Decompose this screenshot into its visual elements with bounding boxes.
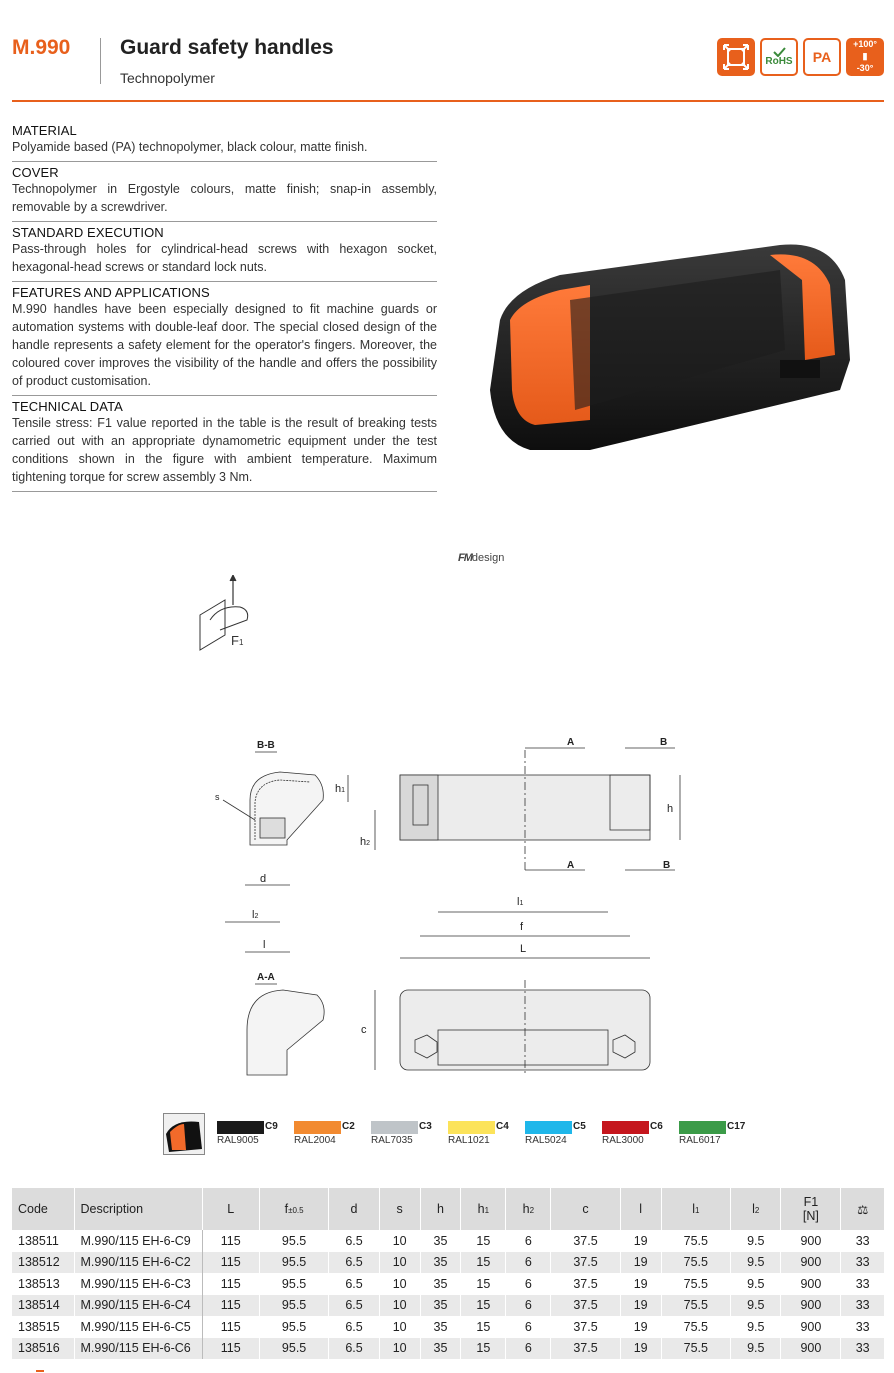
label-B-top: B (660, 737, 668, 748)
table-cell: 75.5 (661, 1230, 730, 1252)
color-option (448, 1121, 525, 1151)
fm-suffix: design (471, 552, 505, 564)
table-cell: 9.5 (731, 1273, 781, 1295)
color-swatch (294, 1121, 341, 1134)
table-row (12, 1230, 884, 1252)
section-title: STANDARD EXECUTION (12, 225, 164, 240)
table-cell: 75.5 (661, 1338, 730, 1360)
color-code: C9 (265, 1121, 278, 1132)
table-cell: 138516 (18, 1341, 60, 1356)
col-h: h (420, 1188, 461, 1230)
ral-code: RAL3000 (602, 1135, 644, 1146)
col-h1: h1 (461, 1188, 506, 1230)
table-cell: 19 (620, 1252, 661, 1274)
page-title: Guard safety handles (120, 36, 334, 59)
table-cell: 115 (202, 1273, 259, 1295)
table-cell: 900 (781, 1252, 841, 1274)
table-cell: 33 (841, 1338, 884, 1360)
col-s: s (379, 1188, 420, 1230)
table-cell: 6 (506, 1273, 551, 1295)
aa-label: A-A (257, 972, 275, 983)
table-cell: 33 (841, 1230, 884, 1252)
table-cell: 95.5 (259, 1316, 328, 1338)
section-cover (12, 162, 437, 222)
table-cell: M.990/115 EH-6-C6 (74, 1338, 202, 1360)
table-cell: 35 (420, 1230, 461, 1252)
table-cell: 9.5 (731, 1338, 781, 1360)
table-cell: 900 (781, 1273, 841, 1295)
table-cell: 95.5 (259, 1338, 328, 1360)
color-option (525, 1121, 602, 1151)
color-code: C4 (496, 1121, 509, 1132)
table-cell: 6.5 (329, 1295, 379, 1317)
label-l: l (263, 939, 266, 951)
label-l1: l1 (517, 896, 524, 908)
table-cell: 37.5 (551, 1338, 620, 1360)
table-cell: 35 (420, 1338, 461, 1360)
table-cell: 15 (461, 1338, 506, 1360)
table-cell: 75.5 (661, 1316, 730, 1338)
table-cell: 95.5 (259, 1252, 328, 1274)
label-A-bottom: A (567, 860, 575, 871)
table-cell: 15 (461, 1252, 506, 1274)
f1-label: F1 (231, 633, 244, 648)
col-description: Description (74, 1188, 202, 1230)
color-code: C6 (650, 1121, 663, 1132)
table-cell: 10 (379, 1316, 420, 1338)
table-row (12, 1338, 884, 1360)
color-thumbnail (163, 1113, 205, 1155)
table-cell: 9.5 (731, 1316, 781, 1338)
label-A-top: A (567, 737, 575, 748)
table-cell: 115 (202, 1295, 259, 1317)
label-B-bottom: B (663, 860, 671, 871)
table-cell: 33 (841, 1295, 884, 1317)
table-cell: 19 (620, 1230, 661, 1252)
table-cell: 900 (781, 1316, 841, 1338)
table-cell: 95.5 (259, 1295, 328, 1317)
section-material (12, 120, 437, 162)
label-h1: h1 (335, 783, 346, 795)
header-rule (12, 100, 884, 102)
ral-code: RAL7035 (371, 1135, 413, 1146)
section-text: Tensile stress: F1 value reported in the table is the result of breaking tests carried out with an appropriate dynamometric equipment under the test conditions shown in the figure with ambient temperature. Maximum tightening torque for screw assembly 3 Nm. (12, 416, 437, 484)
table-cell: 15 (461, 1295, 506, 1317)
table-cell: 9.5 (731, 1252, 781, 1274)
color-option (217, 1121, 294, 1151)
rohs-badge (760, 38, 798, 76)
product-table (12, 1188, 884, 1359)
table-cell: 10 (379, 1230, 420, 1252)
table-row (12, 1295, 884, 1317)
table-cell: 138511 (18, 1233, 59, 1248)
label-f: f (520, 921, 524, 933)
color-option (679, 1121, 756, 1151)
color-option (371, 1121, 448, 1151)
table-cell: 19 (620, 1273, 661, 1295)
table-cell: 75.5 (661, 1295, 730, 1317)
color-option (602, 1121, 679, 1151)
col-l2: l2 (731, 1188, 781, 1230)
color-swatch (448, 1121, 495, 1134)
table-cell: 10 (379, 1295, 420, 1317)
color-options (217, 1121, 756, 1151)
table-cell: M.990/115 EH-6-C4 (74, 1295, 202, 1317)
table-cell: 9.5 (731, 1230, 781, 1252)
table-cell: 35 (420, 1316, 461, 1338)
table-cell: 75.5 (661, 1252, 730, 1274)
color-option (294, 1121, 371, 1151)
table-cell: 900 (781, 1338, 841, 1360)
table-cell: 15 (461, 1273, 506, 1295)
section-title: COVER (12, 165, 59, 180)
label-s: s (215, 792, 220, 802)
header-divider (100, 38, 101, 84)
table-header-row (12, 1188, 884, 1230)
table-cell: 95.5 (259, 1273, 328, 1295)
table-cell: 33 (841, 1252, 884, 1274)
fm-brand: FM (458, 552, 472, 564)
col-code: Code (18, 1202, 48, 1216)
table-cell: 33 (841, 1316, 884, 1338)
table-row (12, 1252, 884, 1274)
ral-code: RAL6017 (679, 1135, 721, 1146)
page-subtitle: Technopolymer (120, 70, 215, 86)
table-cell: 19 (620, 1338, 661, 1360)
fm-design-logo (458, 552, 504, 564)
table-cell: 37.5 (551, 1295, 620, 1317)
ral-code: RAL9005 (217, 1135, 259, 1146)
section-title: TECHNICAL DATA (12, 399, 123, 414)
table-cell: 10 (379, 1273, 420, 1295)
bb-label: B-B (257, 740, 275, 751)
table-cell: 9.5 (731, 1295, 781, 1317)
label-h: h (667, 803, 674, 815)
table-cell: M.990/115 EH-6-C3 (74, 1273, 202, 1295)
color-swatch (217, 1121, 264, 1134)
label-c: c (361, 1024, 367, 1036)
table-cell: 900 (781, 1230, 841, 1252)
pa-badge: PA (803, 38, 841, 76)
col-l1: l1 (661, 1188, 730, 1230)
temp-low: -30° (856, 62, 874, 73)
table-cell: 6.5 (329, 1273, 379, 1295)
table-cell: 115 (202, 1338, 259, 1360)
color-swatch (679, 1121, 726, 1134)
table-cell: 19 (620, 1316, 661, 1338)
table-cell: 15 (461, 1230, 506, 1252)
table-cell: 138515 (18, 1319, 60, 1334)
thermometer-icon: ▮ (862, 51, 868, 62)
color-code: C5 (573, 1121, 586, 1132)
table-cell: 6.5 (329, 1230, 379, 1252)
table-cell: 115 (202, 1252, 259, 1274)
section-text: Pass-through holes for cylindrical-head screws with hexagon socket, hexagonal-head screws or standard lock nuts. (12, 242, 437, 274)
table-cell: 37.5 (551, 1316, 620, 1338)
table-cell: 138512 (18, 1255, 60, 1270)
table-cell: 35 (420, 1295, 461, 1317)
label-L: L (520, 943, 527, 955)
table-cell: M.990/115 EH-6-C2 (74, 1252, 202, 1274)
table-cell: 10 (379, 1252, 420, 1274)
table-row (12, 1273, 884, 1295)
table-row (12, 1316, 884, 1338)
table-cell: 35 (420, 1273, 461, 1295)
color-swatch (602, 1121, 649, 1134)
col-F1: F1 [N] (781, 1188, 841, 1230)
feature-badges (717, 38, 884, 76)
table-cell: 6 (506, 1252, 551, 1274)
table-cell: M.990/115 EH-6-C9 (74, 1230, 202, 1252)
table-cell: 6 (506, 1338, 551, 1360)
table-cell: 15 (461, 1316, 506, 1338)
section-text: Technopolymer in Ergostyle colours, matte finish; snap-in assembly, removable by a screwdriver. (12, 182, 437, 214)
table-cell: 6 (506, 1316, 551, 1338)
color-swatch (371, 1121, 418, 1134)
table-cell: 900 (781, 1295, 841, 1317)
col-d: d (329, 1188, 379, 1230)
section-title: FEATURES AND APPLICATIONS (12, 285, 210, 300)
section-text: M.990 handles have been especially designed to fit machine guards or automation systems with double-leaf door. The special closed design of the handle represents a safety element for the operator's fingers. Moreover, the coloured cover improves the visibility of the handle and offers the possibility of product customisation. (12, 302, 437, 388)
table-cell: 6.5 (329, 1338, 379, 1360)
section-standard-execution (12, 222, 437, 282)
col-L: L (202, 1188, 259, 1230)
ral-code: RAL1021 (448, 1135, 490, 1146)
table-cell: 37.5 (551, 1230, 620, 1252)
table-cell: 6.5 (329, 1252, 379, 1274)
table-cell: 138513 (18, 1276, 60, 1291)
table-cell: 10 (379, 1338, 420, 1360)
col-h2: h2 (506, 1188, 551, 1230)
table-cell: 115 (202, 1230, 259, 1252)
table-cell: 6 (506, 1295, 551, 1317)
col-f: f±0.5 (259, 1188, 328, 1230)
table-cell: M.990/115 EH-6-C5 (74, 1316, 202, 1338)
table-cell: 95.5 (259, 1230, 328, 1252)
product-image (480, 240, 860, 460)
label-l2: l2 (252, 909, 259, 921)
weight-icon: ⚖ (841, 1188, 884, 1230)
color-code: C17 (727, 1121, 746, 1132)
footer-mark (36, 1370, 44, 1372)
section-features (12, 282, 437, 396)
table-cell: 33 (841, 1273, 884, 1295)
color-swatch (525, 1121, 572, 1134)
description-sections (12, 120, 437, 492)
section-text: Polyamide based (PA) technopolymer, black colour, matte finish. (12, 140, 368, 154)
table-cell: 75.5 (661, 1273, 730, 1295)
temp-high: +100° (853, 39, 877, 50)
table-cell: 35 (420, 1252, 461, 1274)
table-cell: 138514 (18, 1298, 60, 1313)
table-cell: 6 (506, 1230, 551, 1252)
table-cell: 6.5 (329, 1316, 379, 1338)
table-body (12, 1230, 884, 1359)
expand-arrows-icon (717, 38, 755, 76)
label-d: d (260, 873, 267, 885)
rohs-label: RoHS (765, 56, 793, 67)
col-l: l (620, 1188, 661, 1230)
technical-drawing (205, 730, 685, 1080)
ral-code: RAL5024 (525, 1135, 567, 1146)
color-code: C2 (342, 1121, 355, 1132)
color-code: C3 (419, 1121, 432, 1132)
label-h2: h2 (360, 836, 371, 848)
col-c: c (551, 1188, 620, 1230)
table-cell: 115 (202, 1316, 259, 1338)
product-code: M.990 (12, 36, 71, 59)
table-cell: 19 (620, 1295, 661, 1317)
table-cell: 37.5 (551, 1252, 620, 1274)
section-technical-data (12, 396, 437, 492)
ral-code: RAL2004 (294, 1135, 336, 1146)
table-cell: 37.5 (551, 1273, 620, 1295)
temperature-badge (846, 38, 884, 76)
section-title: MATERIAL (12, 123, 77, 138)
tensile-test-figure (195, 575, 265, 655)
